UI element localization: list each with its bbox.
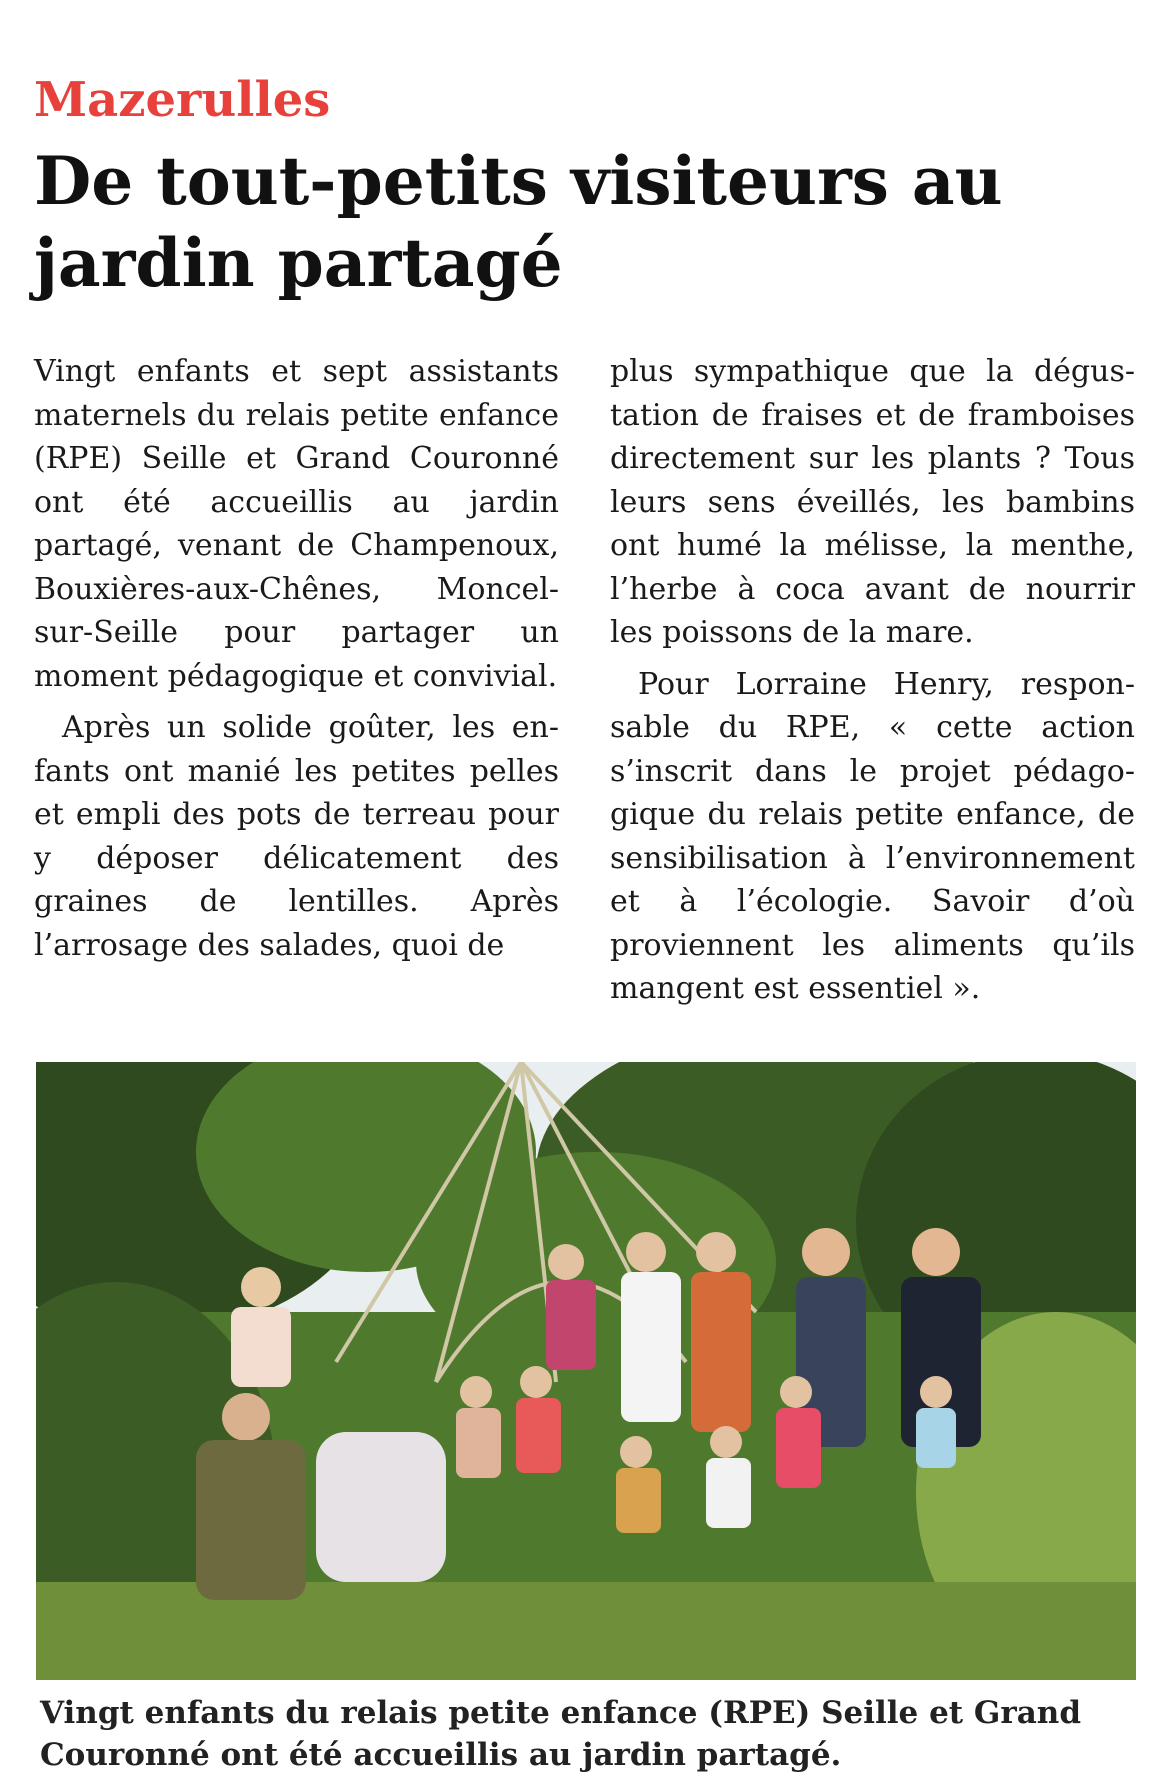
paragraph-activities-continued: plus sympathique que la dégustation de fraises et de framboises directement sur les plants ? Tous leurs sens éveillés, les bambins ont humé la mélisse, la menthe, l’herbe à coca avant de nourrir les poissons de la mare. xyxy=(610,354,1135,650)
photo-caption: Vingt enfants du relais petite enfance (RPE) Seille et Grand Couronné ont été accueillis au jardin partagé. xyxy=(40,1695,1082,1773)
grass xyxy=(36,1582,1136,1680)
article-column-left xyxy=(34,350,559,967)
article-kicker: Mazerulles xyxy=(34,72,331,128)
article-headline: De tout-petits visiteurs au jardin partagé xyxy=(34,142,1003,302)
garden-group-photo-illustration xyxy=(36,1062,1136,1680)
paragraph-quote: Pour Lorraine Henry, responsable du RPE, « cette action s’inscrit dans le projet pédagogique du relais petite enfance, de sensibilisation à l’environnement et à l’écologie. Savoir d’où proviennent les aliments qu’ils mangent est essentiel ». xyxy=(610,666,1135,1006)
paragraph-activities: Après un solide goûter, les enfants ont manié les petites pelles et empli des pots de terreau pour y déposer délicatement des graines de lentilles. Après l’arrosage des salades, quoi de xyxy=(34,710,559,963)
paragraph-intro: Vingt enfants et sept assistants maternels du relais petite enfance (RPE) Seille et Grand Couronné ont été accueillis au jardin partagé, venant de Champenoux, Bouxières-aux-Chênes, Moncel-sur-Seille pour partager un moment pédagogique et convivial. xyxy=(34,354,559,694)
article-column-right xyxy=(610,350,1135,1011)
group-photo xyxy=(36,1062,1136,1680)
